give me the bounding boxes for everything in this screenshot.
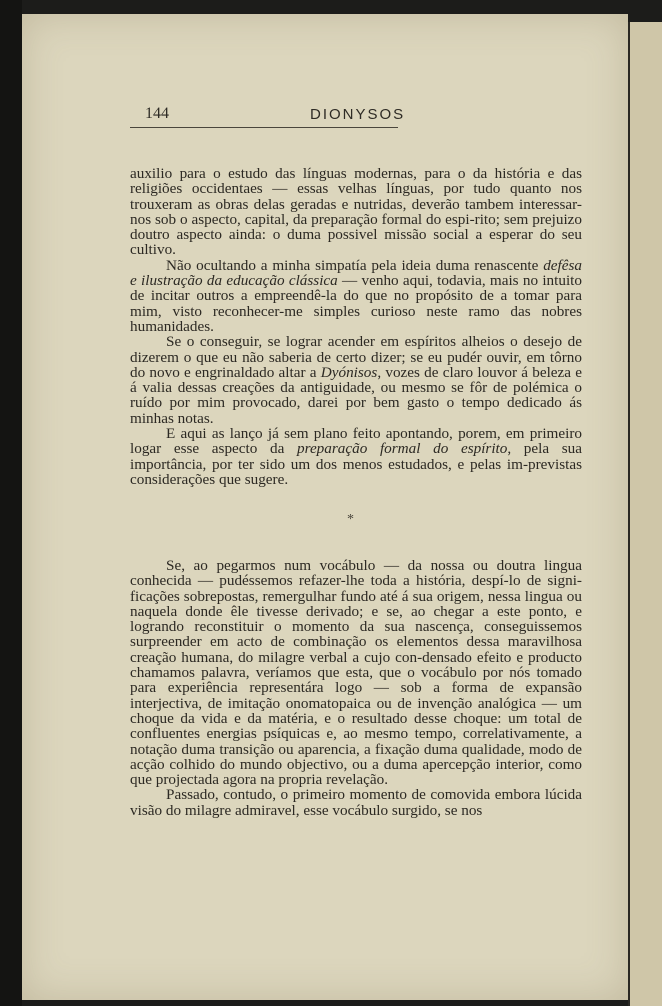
text-run: , vozes de claro louvor á beleza e á valia dessas creações da antiguidade, ou mesmo se fôr de polémica o ruído por mim provocado, darei por bem gasto o tempo dedicado ás minhas notas. [130, 363, 582, 427]
paragraph: Passado, contudo, o primeiro momento de comovida embora lúcida visão do milagre admiravel, esse vocábulo surgido, se nos [130, 786, 582, 819]
text-run: Não ocultando a minha simpatía pela ideia duma renascente [166, 256, 544, 274]
scan-border [0, 0, 22, 1006]
body-text-section-1 [130, 166, 582, 487]
italic-phrase: preparação formal do espírito [297, 440, 508, 458]
text-run: E aqui as lanço já sem plano feito apontando, porem, em primeiro logar esse aspecto da [130, 425, 582, 458]
paragraph: auxilio para o estudo das línguas modernas, para o da história e das religiões occidentaes — essas velhas línguas, por tudo quanto nos trouxeram as obras delas geradas e nutridas, deverão tambem interessar-nos sob o aspecto, capital, da preparação formal do espi-rito; sem prejuizo doutro aspecto ainda: o duma possivel missão social a esperar do seu cultivo. [130, 165, 582, 259]
paragraph: Se, ao pegarmos num vocábulo — da nossa ou doutra lingua conhecida — pudéssemos refazer-lhe toda a história, despí-lo de signi-ficações sobrepostas, remergulhar fundo até á sua origem, nessa lingua ou naquela donde êle tivesse derivado; e se, ao chegar a este ponto, e logrando reconstituir o momento da sua nascença, conseguissemos surpreender em acto de combinação os elementos dessa maravilhosa creação humana, do milagre verbal a cujo con-densado efeito e producto chamamos palavra, veríamos que esta, que o vocábulo por nós tomado para experiência representára logo — sob a forma de expansão interjectiva, de imitação onomatopaica ou de invenção analógica — um choque da vida e da matéria, e o resultado desse choque: um total de confluentes energias psíquicas e, ao mesmo tempo, correlativamente, a notação duma transição ou aparencia, a fixação duma qualidade, modo de acção colhido do mundo objectivo, ou a duma apercepção interior, como que projectada agora na propria revelação. [130, 557, 582, 789]
paragraph [130, 334, 582, 426]
italic-phrase: defêsa e ilustração da educação clássica [130, 256, 582, 290]
text-run: — venho aqui, todavia, mais no intuito de incitar outros a empreendê-la do que no propósito de a tomar para mim, visto reconhecer-me simples curioso neste ramo das nobres humanidades. [130, 272, 582, 335]
body-text-section-2 [130, 558, 582, 818]
paragraph [130, 258, 582, 334]
book-page [22, 14, 628, 1000]
text-run: Se o conseguir, se lograr acender em espíritos alheios o desejo de dizerem o que eu não saberia de certo dizer; se eu pudér ouvir, em tôrno do novo e engrinaldado altar a [130, 333, 582, 381]
paragraph [130, 426, 582, 487]
running-title: DIONYSOS [310, 106, 406, 123]
page-header [130, 103, 406, 128]
text-run: , pela sua importância, por ter sido um dos menos estudados, e pelas im-previstas considerações que sugere. [130, 440, 582, 488]
italic-phrase: Dyónisos [320, 363, 378, 381]
adjacent-page-edge [628, 22, 662, 1006]
page-number: 144 [145, 105, 169, 122]
section-separator: * [347, 512, 354, 527]
